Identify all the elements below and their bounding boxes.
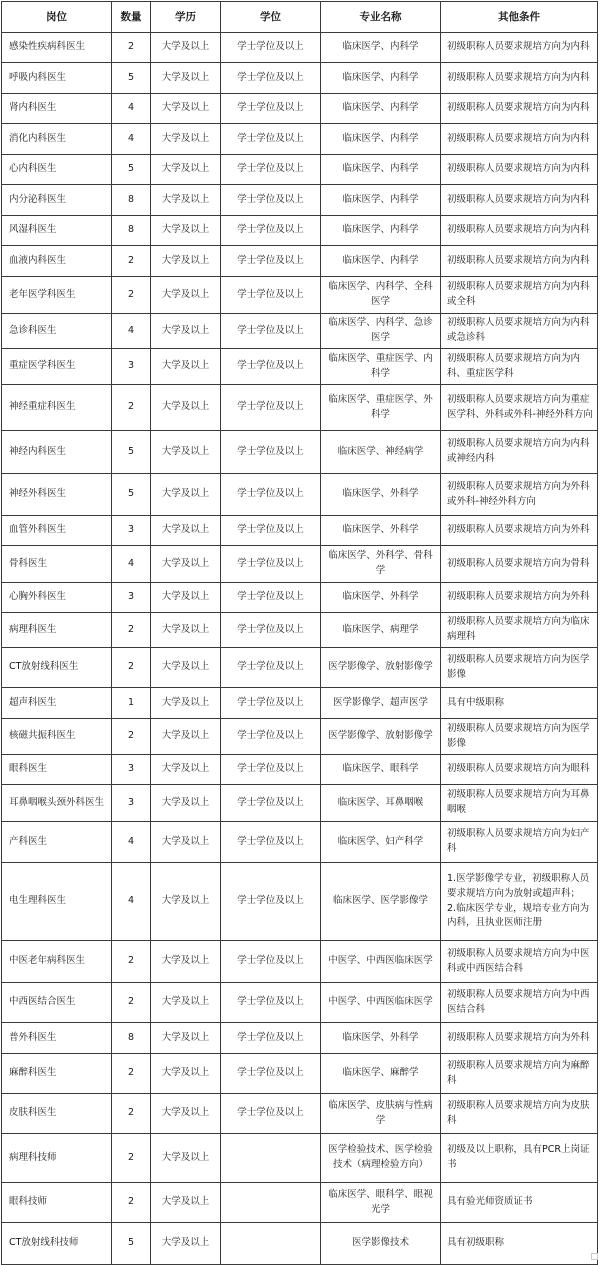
row-post: 心内科医生 bbox=[2, 155, 112, 185]
row-education: 大学及以上 bbox=[151, 385, 221, 431]
row-education: 大学及以上 bbox=[151, 94, 221, 124]
row-count: 4 bbox=[112, 863, 151, 941]
row-degree: 学士学位及以上 bbox=[221, 1054, 321, 1094]
row-other: 初级职称人员要求规培方向为内科 bbox=[441, 155, 598, 185]
row-count: 2 bbox=[112, 277, 151, 314]
row-count: 2 bbox=[112, 33, 151, 63]
row-education: 大学及以上 bbox=[151, 546, 221, 583]
row-degree: 学士学位及以上 bbox=[221, 246, 321, 277]
row-degree: 学士学位及以上 bbox=[221, 185, 321, 216]
row-major: 临床医学、内科学 bbox=[321, 155, 441, 185]
row-education: 大学及以上 bbox=[151, 1023, 221, 1054]
row-other: 初级职称人员要求规培方向为麻醉科 bbox=[441, 1054, 598, 1094]
row-post: 中医老年病科医生 bbox=[2, 941, 112, 983]
table-row bbox=[2, 688, 598, 719]
table-row bbox=[2, 314, 598, 349]
row-count: 2 bbox=[112, 385, 151, 431]
row-count: 3 bbox=[112, 516, 151, 546]
row-count: 1 bbox=[112, 688, 151, 719]
table-row bbox=[2, 785, 598, 822]
row-degree bbox=[221, 1223, 321, 1265]
row-other: 初级职称人员要求规培方向为妇产科 bbox=[441, 822, 598, 863]
row-post: 产科医生 bbox=[2, 822, 112, 863]
row-count: 2 bbox=[112, 613, 151, 648]
row-post: CT放射线科医生 bbox=[2, 648, 112, 688]
row-major: 临床医学、内科学 bbox=[321, 185, 441, 216]
row-other: 初级及以上职称，具有PCR上岗证书 bbox=[441, 1134, 598, 1183]
row-other: 初级职称人员要求规培方向为外科 bbox=[441, 583, 598, 613]
row-other: 初级职称人员要求规培方向为骨科 bbox=[441, 546, 598, 583]
row-degree: 学士学位及以上 bbox=[221, 349, 321, 385]
row-degree: 学士学位及以上 bbox=[221, 785, 321, 822]
row-education: 大学及以上 bbox=[151, 583, 221, 613]
table-row bbox=[2, 1094, 598, 1134]
row-major: 医学影像学、放射影像学 bbox=[321, 719, 441, 755]
row-education: 大学及以上 bbox=[151, 863, 221, 941]
table-row bbox=[2, 1134, 598, 1183]
header-education: 学历 bbox=[151, 2, 221, 33]
row-degree: 学士学位及以上 bbox=[221, 33, 321, 63]
row-degree: 学士学位及以上 bbox=[221, 583, 321, 613]
row-education: 大学及以上 bbox=[151, 941, 221, 983]
table-row bbox=[2, 246, 598, 277]
row-major: 临床医学、皮肤病与性病学 bbox=[321, 1094, 441, 1134]
row-post: 老年医学科医生 bbox=[2, 277, 112, 314]
corner-mark bbox=[591, 1253, 598, 1260]
row-major: 临床医学、妇产科学 bbox=[321, 822, 441, 863]
row-count: 8 bbox=[112, 1023, 151, 1054]
header-row bbox=[2, 2, 598, 33]
row-major: 临床医学、外科学 bbox=[321, 516, 441, 546]
table-row bbox=[2, 216, 598, 246]
row-education: 大学及以上 bbox=[151, 719, 221, 755]
row-post: 核磁共振科医生 bbox=[2, 719, 112, 755]
row-education: 大学及以上 bbox=[151, 33, 221, 63]
table-row bbox=[2, 155, 598, 185]
table-row bbox=[2, 277, 598, 314]
row-degree: 学士学位及以上 bbox=[221, 941, 321, 983]
row-count: 5 bbox=[112, 474, 151, 516]
row-major: 临床医学、神经病学 bbox=[321, 431, 441, 474]
row-post: 耳鼻咽喉头颈外科医生 bbox=[2, 785, 112, 822]
row-major: 临床医学、麻醉学 bbox=[321, 1054, 441, 1094]
row-major: 临床医学、内科学 bbox=[321, 124, 441, 155]
row-major: 临床医学、内科学 bbox=[321, 94, 441, 124]
row-major: 临床医学、内科学、全科医学 bbox=[321, 277, 441, 314]
row-education: 大学及以上 bbox=[151, 755, 221, 785]
row-count: 2 bbox=[112, 1134, 151, 1183]
row-major: 临床医学、医学影像学 bbox=[321, 863, 441, 941]
row-major: 医学检验技术、医学检验技术（病理检验方向） bbox=[321, 1134, 441, 1183]
table-row bbox=[2, 63, 598, 94]
row-other: 初级职称人员要求规培方向为内科 bbox=[441, 63, 598, 94]
row-post: 超声科医生 bbox=[2, 688, 112, 719]
row-degree: 学士学位及以上 bbox=[221, 983, 321, 1023]
row-major: 临床医学、眼科学、眼视光学 bbox=[321, 1183, 441, 1223]
table-row bbox=[2, 648, 598, 688]
row-post: 电生理科医生 bbox=[2, 863, 112, 941]
row-education: 大学及以上 bbox=[151, 216, 221, 246]
row-count: 4 bbox=[112, 546, 151, 583]
row-degree: 学士学位及以上 bbox=[221, 216, 321, 246]
row-other: 初级职称人员要求规培方向为内科或神经内科 bbox=[441, 431, 598, 474]
table-row bbox=[2, 546, 598, 583]
table-row bbox=[2, 124, 598, 155]
row-other: 初级职称人员要求规培方向为外科 bbox=[441, 1023, 598, 1054]
row-education: 大学及以上 bbox=[151, 1134, 221, 1183]
row-degree bbox=[221, 1183, 321, 1223]
row-post: 神经外科医生 bbox=[2, 474, 112, 516]
row-degree: 学士学位及以上 bbox=[221, 546, 321, 583]
table-row bbox=[2, 755, 598, 785]
row-degree: 学士学位及以上 bbox=[221, 63, 321, 94]
row-post: 神经重症科医生 bbox=[2, 385, 112, 431]
row-other: 初级职称人员要求规培方向为医学影像 bbox=[441, 719, 598, 755]
row-post: 眼科技师 bbox=[2, 1183, 112, 1223]
row-other: 初级职称人员要求规培方向为内科或急诊科 bbox=[441, 314, 598, 349]
row-post: 中西医结合医生 bbox=[2, 983, 112, 1023]
table-row bbox=[2, 583, 598, 613]
row-post: 神经内科医生 bbox=[2, 431, 112, 474]
row-post: CT放射线科技师 bbox=[2, 1223, 112, 1265]
header-major: 专业名称 bbox=[321, 2, 441, 33]
header-degree: 学位 bbox=[221, 2, 321, 33]
row-other: 具有验光师资质证书 bbox=[441, 1183, 598, 1223]
row-degree: 学士学位及以上 bbox=[221, 1023, 321, 1054]
row-major: 临床医学、外科学 bbox=[321, 583, 441, 613]
row-major: 医学影像技术 bbox=[321, 1223, 441, 1265]
table-row bbox=[2, 1054, 598, 1094]
row-degree: 学士学位及以上 bbox=[221, 124, 321, 155]
table-row bbox=[2, 1223, 598, 1265]
row-major: 中医学、中西医临床医学 bbox=[321, 983, 441, 1023]
row-education: 大学及以上 bbox=[151, 474, 221, 516]
row-count: 5 bbox=[112, 155, 151, 185]
table-row bbox=[2, 185, 598, 216]
row-major: 医学影像学、放射影像学 bbox=[321, 648, 441, 688]
row-education: 大学及以上 bbox=[151, 785, 221, 822]
row-other: 初级职称人员要求规培方向为重症医学科、外科或外科-神经外科方向 bbox=[441, 385, 598, 431]
row-post: 肾内科医生 bbox=[2, 94, 112, 124]
table-row bbox=[2, 863, 598, 941]
recruitment-table-wrapper bbox=[1, 1, 597, 1265]
row-education: 大学及以上 bbox=[151, 63, 221, 94]
row-other: 初级职称人员要求规培方向为内科 bbox=[441, 33, 598, 63]
row-major: 临床医学、重症医学、内科学 bbox=[321, 349, 441, 385]
row-other: 初级职称人员要求规培方向为内科或全科 bbox=[441, 277, 598, 314]
row-degree: 学士学位及以上 bbox=[221, 688, 321, 719]
row-major: 临床医学、病理学 bbox=[321, 613, 441, 648]
row-other: 初级职称人员要求规培方向为中医科或中西医结合科 bbox=[441, 941, 598, 983]
row-education: 大学及以上 bbox=[151, 648, 221, 688]
row-count: 5 bbox=[112, 1223, 151, 1265]
row-education: 大学及以上 bbox=[151, 516, 221, 546]
row-education: 大学及以上 bbox=[151, 277, 221, 314]
row-post: 骨科医生 bbox=[2, 546, 112, 583]
row-post: 血管外科医生 bbox=[2, 516, 112, 546]
table-row bbox=[2, 33, 598, 63]
row-degree: 学士学位及以上 bbox=[221, 474, 321, 516]
row-degree: 学士学位及以上 bbox=[221, 613, 321, 648]
row-post: 风湿科医生 bbox=[2, 216, 112, 246]
row-education: 大学及以上 bbox=[151, 1223, 221, 1265]
row-post: 呼吸内科医生 bbox=[2, 63, 112, 94]
row-post: 重症医学科医生 bbox=[2, 349, 112, 385]
row-education: 大学及以上 bbox=[151, 822, 221, 863]
row-degree: 学士学位及以上 bbox=[221, 516, 321, 546]
row-other: 具有中级职称 bbox=[441, 688, 598, 719]
row-other: 初级职称人员要求规培方向为医学影像 bbox=[441, 648, 598, 688]
row-count: 2 bbox=[112, 246, 151, 277]
row-post: 麻醉科医生 bbox=[2, 1054, 112, 1094]
row-degree: 学士学位及以上 bbox=[221, 648, 321, 688]
row-major: 临床医学、内科学 bbox=[321, 246, 441, 277]
table-row bbox=[2, 474, 598, 516]
row-education: 大学及以上 bbox=[151, 613, 221, 648]
row-other: 初级职称人员要求规培方向为皮肤科 bbox=[441, 1094, 598, 1134]
row-degree bbox=[221, 1134, 321, 1183]
row-count: 3 bbox=[112, 349, 151, 385]
row-major: 临床医学、耳鼻咽喉 bbox=[321, 785, 441, 822]
row-post: 感染性疾病科医生 bbox=[2, 33, 112, 63]
table-row bbox=[2, 516, 598, 546]
row-count: 4 bbox=[112, 314, 151, 349]
row-degree: 学士学位及以上 bbox=[221, 314, 321, 349]
row-other: 初级职称人员要求规培方向为临床病理科 bbox=[441, 613, 598, 648]
table-row bbox=[2, 941, 598, 983]
row-other: 初级职称人员要求规培方向为内科 bbox=[441, 216, 598, 246]
row-education: 大学及以上 bbox=[151, 1094, 221, 1134]
row-major: 临床医学、眼科学 bbox=[321, 755, 441, 785]
row-count: 8 bbox=[112, 185, 151, 216]
row-post: 病理科医生 bbox=[2, 613, 112, 648]
row-major: 临床医学、重症医学、外科学 bbox=[321, 385, 441, 431]
table-row bbox=[2, 613, 598, 648]
table-row bbox=[2, 349, 598, 385]
row-count: 2 bbox=[112, 1054, 151, 1094]
row-count: 4 bbox=[112, 124, 151, 155]
row-major: 临床医学、内科学 bbox=[321, 216, 441, 246]
row-education: 大学及以上 bbox=[151, 246, 221, 277]
row-major: 临床医学、内科学 bbox=[321, 33, 441, 63]
row-education: 大学及以上 bbox=[151, 155, 221, 185]
row-major: 医学影像学、超声医学 bbox=[321, 688, 441, 719]
row-education: 大学及以上 bbox=[151, 983, 221, 1023]
row-other: 初级职称人员要求规培方向为外科或外科-神经外科方向 bbox=[441, 474, 598, 516]
row-other: 初级职称人员要求规培方向为内科 bbox=[441, 246, 598, 277]
header-post: 岗位 bbox=[2, 2, 112, 33]
row-education: 大学及以上 bbox=[151, 1183, 221, 1223]
row-other: 初级职称人员要求规培方向为外科 bbox=[441, 516, 598, 546]
row-count: 3 bbox=[112, 785, 151, 822]
table-row bbox=[2, 385, 598, 431]
table-row bbox=[2, 822, 598, 863]
row-major: 临床医学、外科学、骨科学 bbox=[321, 546, 441, 583]
row-other: 初级职称人员要求规培方向为内科 bbox=[441, 124, 598, 155]
row-major: 中医学、中西医临床医学 bbox=[321, 941, 441, 983]
row-major: 临床医学、外科学 bbox=[321, 474, 441, 516]
row-degree: 学士学位及以上 bbox=[221, 863, 321, 941]
row-degree: 学士学位及以上 bbox=[221, 755, 321, 785]
row-education: 大学及以上 bbox=[151, 349, 221, 385]
row-education: 大学及以上 bbox=[151, 124, 221, 155]
row-count: 3 bbox=[112, 583, 151, 613]
table-row bbox=[2, 1183, 598, 1223]
row-other: 初级职称人员要求规培方向为内科 bbox=[441, 94, 598, 124]
table-body bbox=[2, 33, 598, 1265]
row-degree: 学士学位及以上 bbox=[221, 385, 321, 431]
row-count: 8 bbox=[112, 216, 151, 246]
row-degree: 学士学位及以上 bbox=[221, 1094, 321, 1134]
row-count: 2 bbox=[112, 983, 151, 1023]
row-count: 2 bbox=[112, 648, 151, 688]
row-count: 4 bbox=[112, 822, 151, 863]
row-post: 急诊科医生 bbox=[2, 314, 112, 349]
row-other: 1.医学影像学专业，初级职称人员要求规培方向为放射或超声科； 2.临床医学专业，规培专业方向为内科，且执业医师注册 bbox=[441, 863, 598, 941]
row-degree: 学士学位及以上 bbox=[221, 719, 321, 755]
row-other: 具有初级职称 bbox=[441, 1223, 598, 1265]
row-education: 大学及以上 bbox=[151, 314, 221, 349]
header-count: 数量 bbox=[112, 2, 151, 33]
row-major: 临床医学、内科学 bbox=[321, 63, 441, 94]
row-count: 2 bbox=[112, 941, 151, 983]
row-count: 5 bbox=[112, 431, 151, 474]
table-row bbox=[2, 94, 598, 124]
row-degree: 学士学位及以上 bbox=[221, 155, 321, 185]
row-post: 普外科医生 bbox=[2, 1023, 112, 1054]
row-count: 3 bbox=[112, 755, 151, 785]
row-count: 2 bbox=[112, 1094, 151, 1134]
row-degree: 学士学位及以上 bbox=[221, 431, 321, 474]
row-post: 眼科医生 bbox=[2, 755, 112, 785]
row-education: 大学及以上 bbox=[151, 1054, 221, 1094]
row-other: 初级职称人员要求规培方向为内科、重症医学科 bbox=[441, 349, 598, 385]
row-education: 大学及以上 bbox=[151, 688, 221, 719]
table-row bbox=[2, 1023, 598, 1054]
row-post: 消化内科医生 bbox=[2, 124, 112, 155]
table-row bbox=[2, 431, 598, 474]
recruitment-table bbox=[1, 1, 598, 1265]
row-post: 皮肤科医生 bbox=[2, 1094, 112, 1134]
table-row bbox=[2, 719, 598, 755]
row-degree: 学士学位及以上 bbox=[221, 822, 321, 863]
row-other: 初级职称人员要求规培方向为内科 bbox=[441, 185, 598, 216]
row-other: 初级职称人员要求规培方向为眼科 bbox=[441, 755, 598, 785]
row-other: 初级职称人员要求规培方向为耳鼻咽喉 bbox=[441, 785, 598, 822]
row-count: 2 bbox=[112, 719, 151, 755]
row-count: 5 bbox=[112, 63, 151, 94]
row-post: 病理科技师 bbox=[2, 1134, 112, 1183]
row-count: 2 bbox=[112, 1183, 151, 1223]
table-row bbox=[2, 983, 598, 1023]
row-major: 临床医学、内科学、急诊医学 bbox=[321, 314, 441, 349]
row-major: 临床医学、外科学 bbox=[321, 1023, 441, 1054]
row-other: 初级职称人员要求规培方向为中西医结合科 bbox=[441, 983, 598, 1023]
row-degree: 学士学位及以上 bbox=[221, 94, 321, 124]
row-education: 大学及以上 bbox=[151, 431, 221, 474]
row-count: 4 bbox=[112, 94, 151, 124]
row-post: 心胸外科医生 bbox=[2, 583, 112, 613]
header-other: 其他条件 bbox=[441, 2, 598, 33]
row-post: 内分泌科医生 bbox=[2, 185, 112, 216]
row-post: 血液内科医生 bbox=[2, 246, 112, 277]
row-degree: 学士学位及以上 bbox=[221, 277, 321, 314]
row-education: 大学及以上 bbox=[151, 185, 221, 216]
